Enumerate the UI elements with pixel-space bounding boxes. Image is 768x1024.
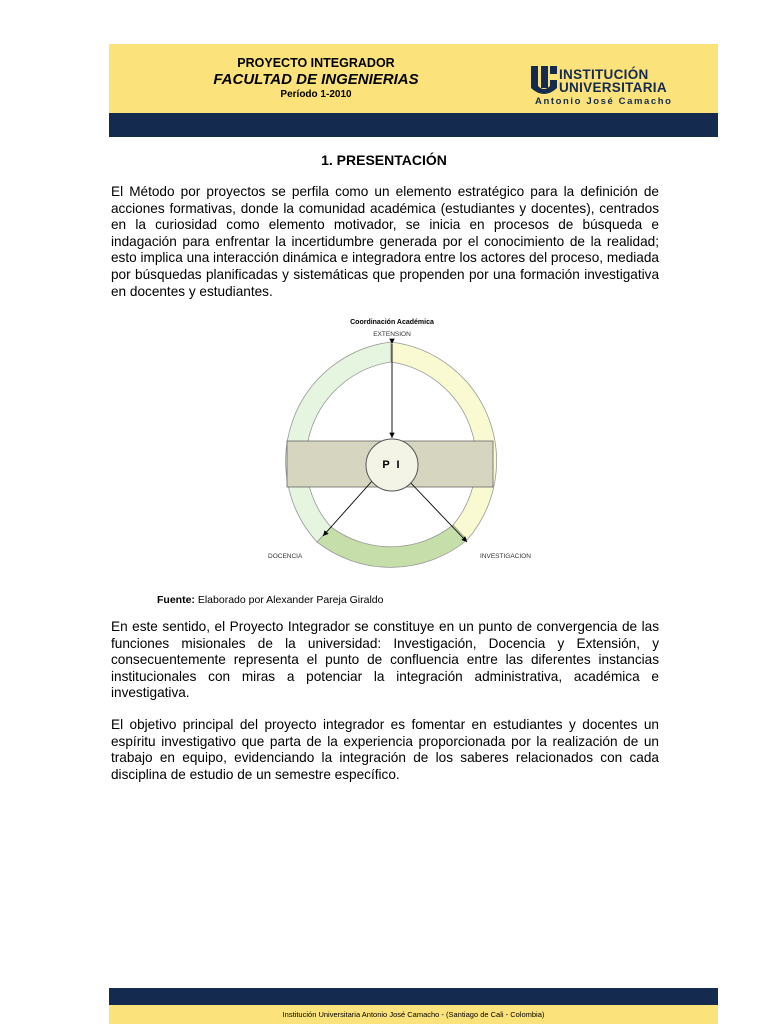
label-docencia: DOCENCIA: [268, 553, 303, 560]
paragraph-intro: El Método por proyectos se perfila como un elemento estratégico para la definición de acciones formativas, donde la comunidad académica (estudiantes y docentes), centrados en la curiosidad como elemento motivador, se inicia en procesos de búsqueda e indagación para enfrentar la incertidumbre generada por el conocimiento de la realidad; esto implica una interacción dinámica e integradora entre los actores del proceso, mediada por búsquedas planificadas y sistemáticas que propenden por una formación investigativa en docentes y estudiantes.: [111, 184, 659, 299]
logo-text-institucion: INSTITUCIÓN: [559, 67, 649, 82]
header-faculty-title: FACULTAD DE INGENIERIAS: [213, 71, 419, 88]
footer-institution-text: Institución Universitaria Antonio José Camacho - (Santiago de Cali - Colombia): [282, 1010, 545, 1019]
integration-diagram: [255, 314, 545, 576]
header-navy-band: [109, 113, 718, 137]
label-extension: EXTENSION: [373, 331, 411, 338]
logo-text-universitaria: UNIVERSITARIA: [559, 80, 667, 95]
header-project-title: PROYECTO INTEGRADOR: [237, 56, 395, 70]
paragraph-convergence: En este sentido, el Proyecto Integrador se constituye en un punto de convergencia de las funciones misionales de la universidad: Investigación, Docencia y Extensión, y consecuentemente representa el punto de confluencia entre las diferentes instancias institucionales con miras a potenciar la integración administrativa, académica e investigativa.: [111, 619, 659, 701]
paragraph-objective: El objetivo principal del proyecto integrador es fomentar en estudiantes y docentes un espíritu investigativo que parta de la experiencia proporcionada por la realización de un trabajo en equipo, evidenciando la integración de los saberes relacionados con cada disciplina de estudio de un semestre específico.: [111, 717, 659, 782]
header-period: Período 1-2010: [280, 89, 352, 100]
institution-emblem-icon: [531, 66, 557, 96]
source-label: Fuente:: [157, 594, 195, 606]
ring-docencia-segment: [317, 525, 467, 567]
source-text: Elaborado por Alexander Pareja Giraldo: [194, 594, 384, 606]
label-investigacion: INVESTIGACION: [480, 553, 531, 560]
diagram-title: Coordinación Académica: [350, 319, 434, 326]
section-title: 1. PRESENTACIÓN: [321, 152, 447, 168]
logo-text-camacho: Antonio José Camacho: [535, 96, 673, 107]
arrow-docencia: [323, 480, 373, 536]
institution-logo: [531, 64, 711, 106]
arrow-investigacion: [408, 480, 467, 542]
page-header: [109, 44, 718, 137]
page-footer: [109, 988, 718, 1024]
header-title-block: [109, 56, 523, 102]
pi-center-label: P I: [382, 459, 402, 471]
figure-source-caption: [157, 594, 383, 606]
